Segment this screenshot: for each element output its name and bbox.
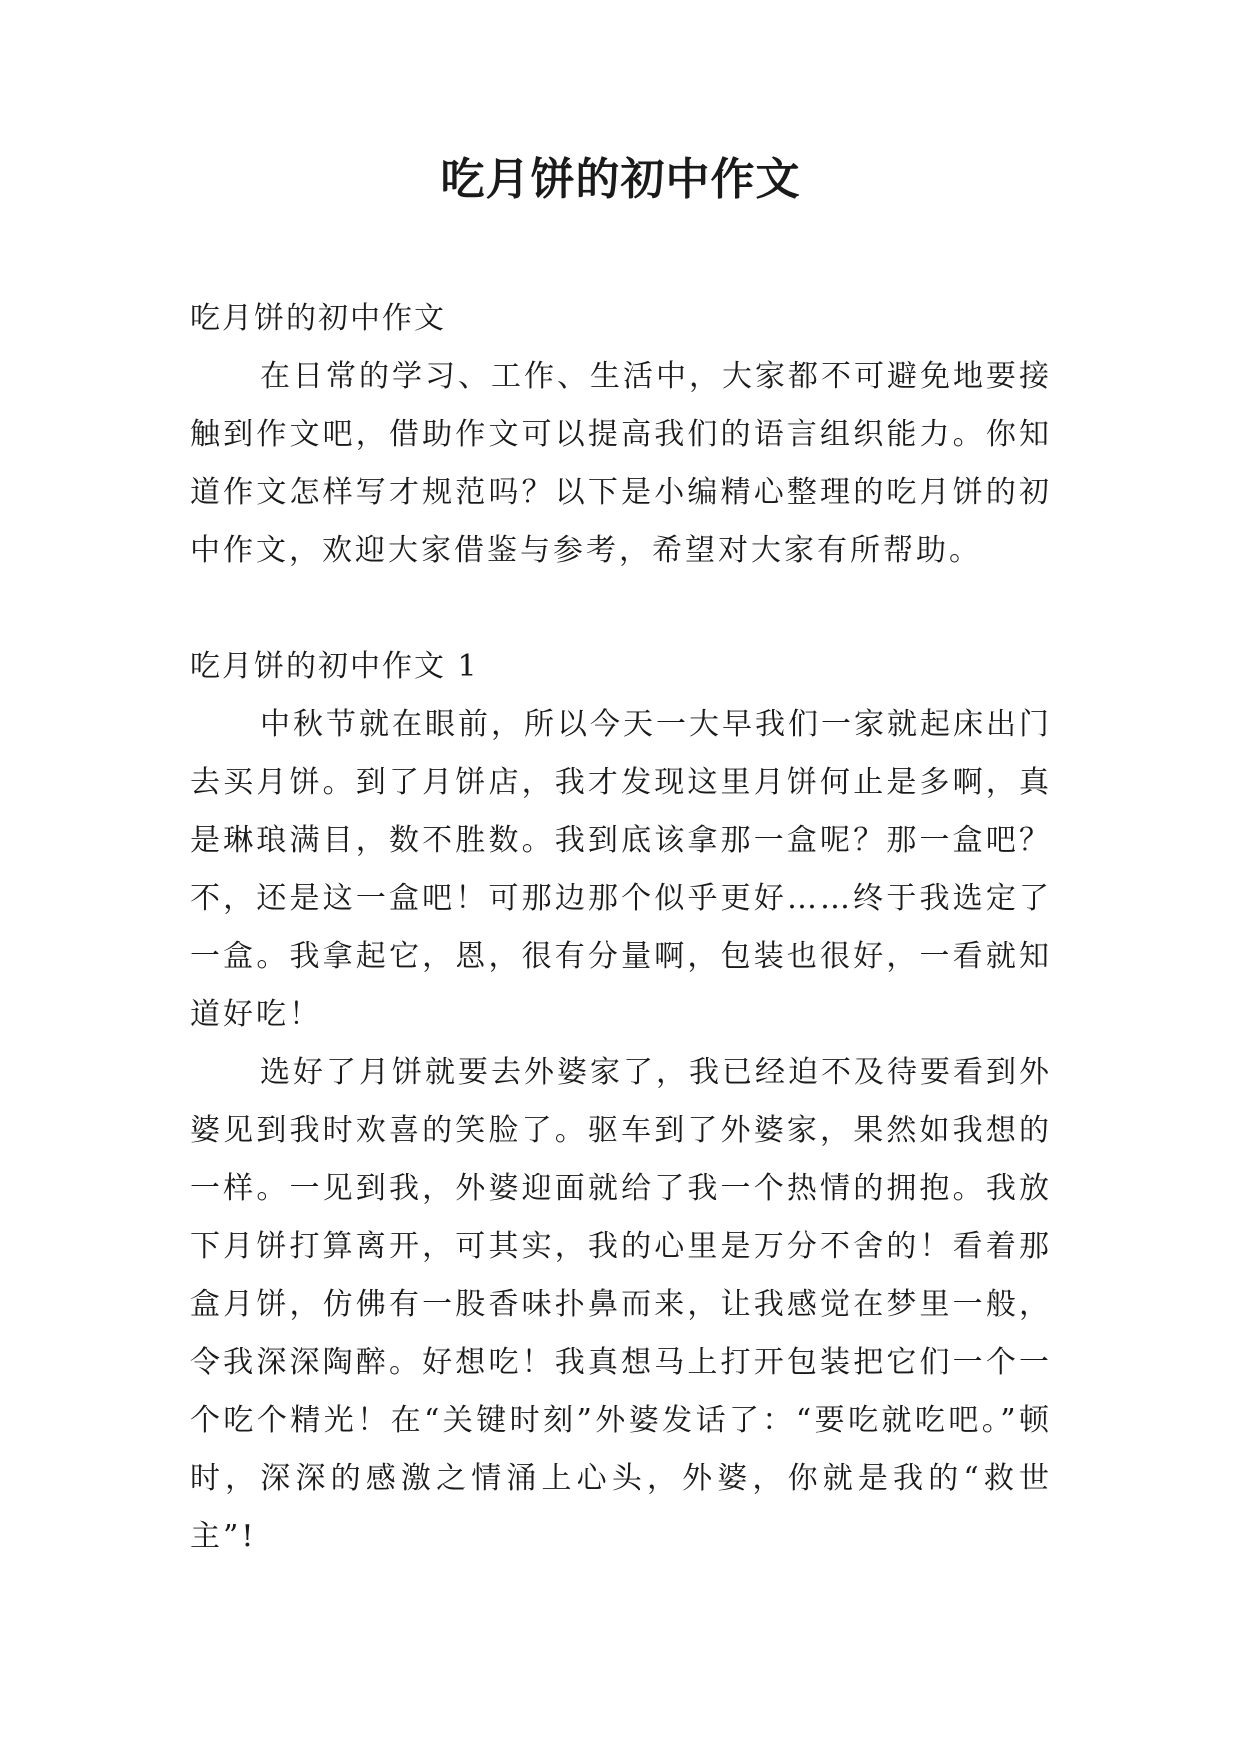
document-body — [190, 290, 1052, 1566]
document-title: 吃月饼的初中作文 — [440, 154, 801, 205]
essay-1-heading: 吃月饼的初中作文 1 — [190, 649, 479, 684]
intro-heading: 吃月饼的初中作文 — [190, 301, 446, 336]
essay-1-paragraph: 中秋节就在眼前，所以今天一大早我们一家就起床出门去买月饼。到了月饼店，我才发现这里月饼何止是多啊，真是琳琅满目，数不胜数。我到底该拿那一盒呢？那一盒吧？不，还是这一盒吧！可那边那个似乎更好……终于我选定了一盒。我拿起它，恩，很有分量啊，包装也很好，一看就知道好吃！ — [190, 707, 1052, 1032]
essay-1-paragraph: 选好了月饼就要去外婆家了，我已经迫不及待要看到外婆见到我时欢喜的笑脸了。驱车到了外婆家，果然如我想的一样。一见到我，外婆迎面就给了我一个热情的拥抱。我放下月饼打算离开，可其实，我的心里是万分不舍的！看着那盒月饼，仿佛有一股香味扑鼻而来，让我感觉在梦里一般，令我深深陶醉。好想吃！我真想马上打开包装把它们一个一个吃个精光！在“关键时刻”外婆发话了：“要吃就吃吧。”顿时，深深的感激之情涌上心头，外婆，你就是我的“救世主”! — [190, 1055, 1052, 1554]
intro-paragraph: 在日常的学习、工作、生活中，大家都不可避免地要接触到作文吧，借助作文可以提高我们的语言组织能力。你知道作文怎样写才规范吗？以下是小编精心整理的吃月饼的初中作文，欢迎大家借鉴与参考，希望对大家有所帮助。 — [190, 359, 1052, 568]
section-spacer — [190, 580, 1052, 638]
